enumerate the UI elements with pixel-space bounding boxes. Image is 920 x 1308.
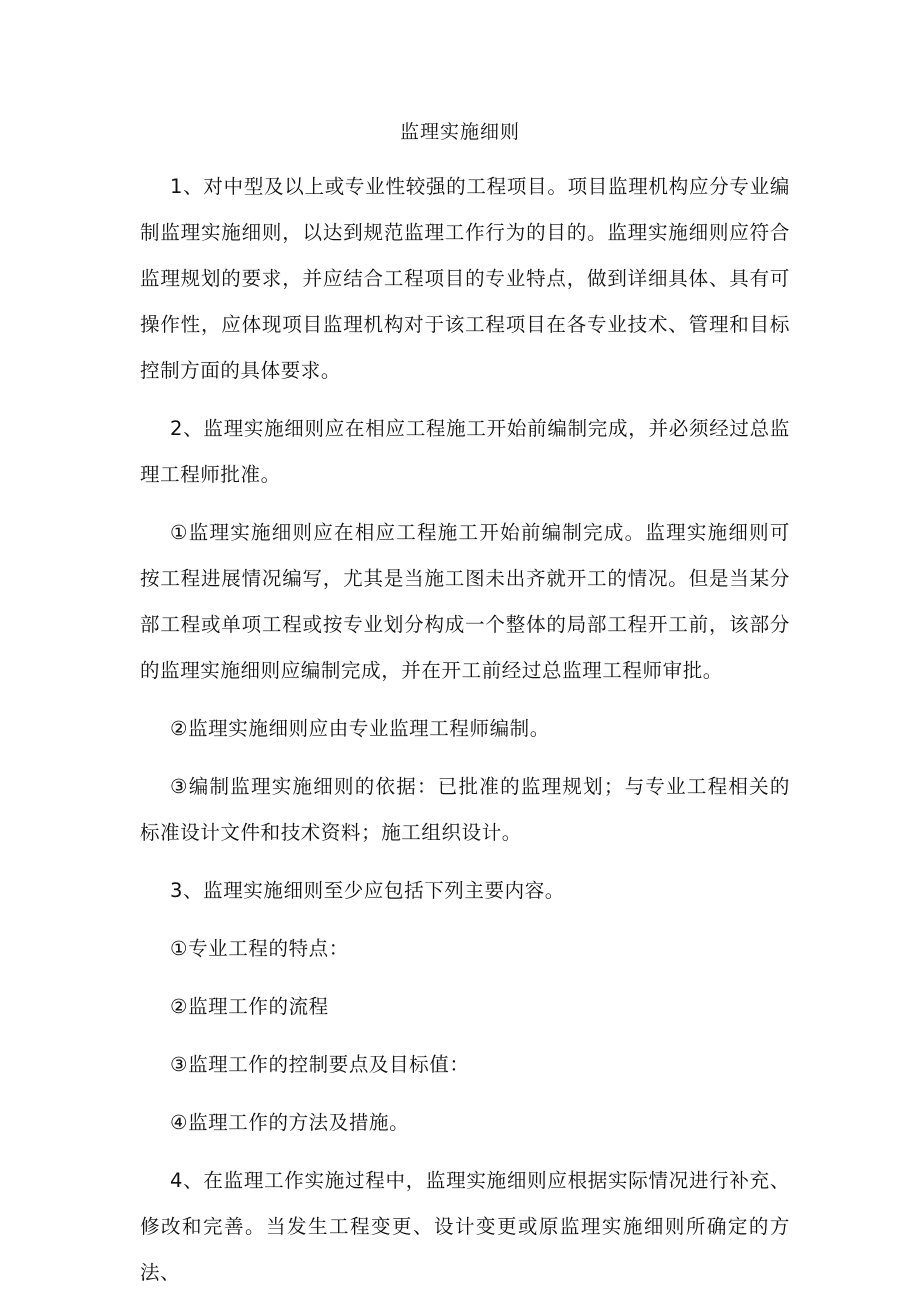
document-body <box>140 164 790 1308</box>
document-title: 监理实施细则 <box>399 121 520 143</box>
paragraph-2-item-2: ②监理实施细则应由专业监理工程师编制。 <box>170 717 550 740</box>
paragraph-3: 3、监理实施细则至少应包括下列主要内容。 <box>170 879 565 902</box>
paragraph-1: 1、对中型及以上或专业性较强的工程项目。项目监理机构应分专业编制监理实施细则，以达到规范监理工作行为的目的。监理实施细则应符合监理规划的要求，并应结合工程项目的专业特点，做到详细具体、具有可操作性，应体现项目监理机构对于该工程项目在各专业技术、管理和目标控制方面的具体要求。 <box>140 175 790 382</box>
paragraph-3-item-1: ①专业工程的特点： <box>170 937 349 960</box>
paragraph-3-item-2: ②监理工作的流程 <box>170 995 329 1018</box>
paragraph-3-item-4: ④监理工作的方法及措施。 <box>170 1111 410 1134</box>
paragraph-4: 4、在监理工作实施过程中，监理实施细则应根据实际情况进行补充、修改和完善。当发生工程变更、设计变更或原监理实施细则所确定的方法、 <box>140 1169 790 1284</box>
paragraph-2: 2、监理实施细则应在相应工程施工开始前编制完成，并必须经过总监理工程师批准。 <box>140 417 790 486</box>
paragraph-2-item-1: ①监理实施细则应在相应工程施工开始前编制完成。监理实施细则可按工程进展情况编写，尤其是当施工图未出齐就开工的情况。但是当某分部工程或单项工程或按专业划分构成一个整体的局部工程开工前，该部分的监理实施细则应编制完成，并在开工前经过总监理工程师审批。 <box>140 521 790 682</box>
paragraph-3-item-3: ③监理工作的控制要点及目标值： <box>170 1053 470 1076</box>
paragraph-2-item-3: ③编制监理实施细则的依据：已批准的监理规划；与专业工程相关的标准设计文件和技术资料；施工组织设计。 <box>140 775 790 844</box>
